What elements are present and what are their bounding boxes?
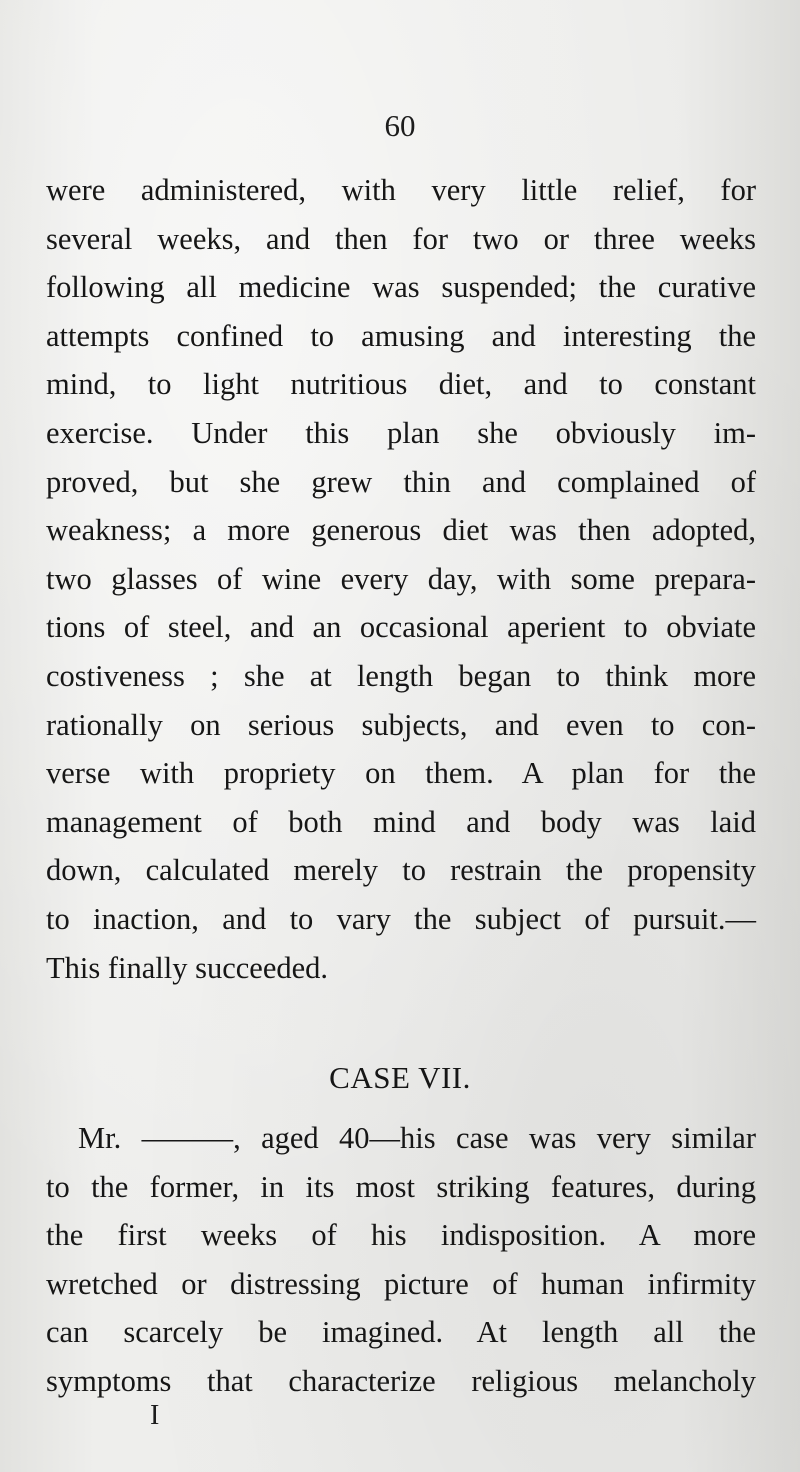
text-line: exercise. Under this plan she obviously im-	[46, 415, 756, 450]
text-line: weakness; a more generous diet was then adopted,	[46, 513, 756, 548]
text-line: were administered, with very little relief, for	[46, 173, 756, 207]
text-line: two glasses of wine every day, with some prepara-	[46, 561, 756, 596]
text-line: attempts confined to amusing and interesting the	[46, 318, 756, 353]
text-line: following all medicine was suspended; the curative	[46, 270, 756, 305]
text-line: Mr. ———, aged 40—his case was very similar	[78, 1121, 756, 1155]
text-line: wretched or distressing picture of human infirmity	[46, 1266, 756, 1301]
text-line: rationally on serious subjects, and even to con-	[46, 707, 756, 742]
signature-mark: I	[150, 1400, 160, 1431]
text-line: proved, but she grew thin and complained of	[46, 464, 756, 499]
text-line: can scarcely be imagined. At length all the	[46, 1315, 756, 1350]
text-line: verse with propriety on them. A plan for the	[46, 756, 756, 791]
text-line: costiveness ; she at length began to think more	[46, 658, 756, 693]
text-line: symptoms that characterize religious melancholy	[46, 1363, 756, 1398]
paragraph-1	[46, 166, 756, 992]
page-number: 60	[384, 108, 416, 143]
text-line: mind, to light nutritious diet, and to constant	[46, 367, 756, 402]
text-line: down, calculated merely to restrain the propensity	[46, 853, 756, 888]
text-line: to inaction, and to vary the subject of pursuit.—	[46, 901, 756, 936]
text-line: tions of steel, and an occasional aperient to obviate	[46, 610, 756, 645]
text-line: to the former, in its most striking features, during	[46, 1169, 756, 1204]
text-line: management of both mind and body was laid	[46, 804, 756, 839]
paragraph-2	[46, 1114, 756, 1406]
case-heading: CASE VII.	[329, 1060, 471, 1095]
text-line: the first weeks of his indisposition. A more	[46, 1218, 756, 1253]
text-line: This finally succeeded.	[46, 950, 329, 985]
text-line: several weeks, and then for two or three weeks	[46, 221, 756, 256]
